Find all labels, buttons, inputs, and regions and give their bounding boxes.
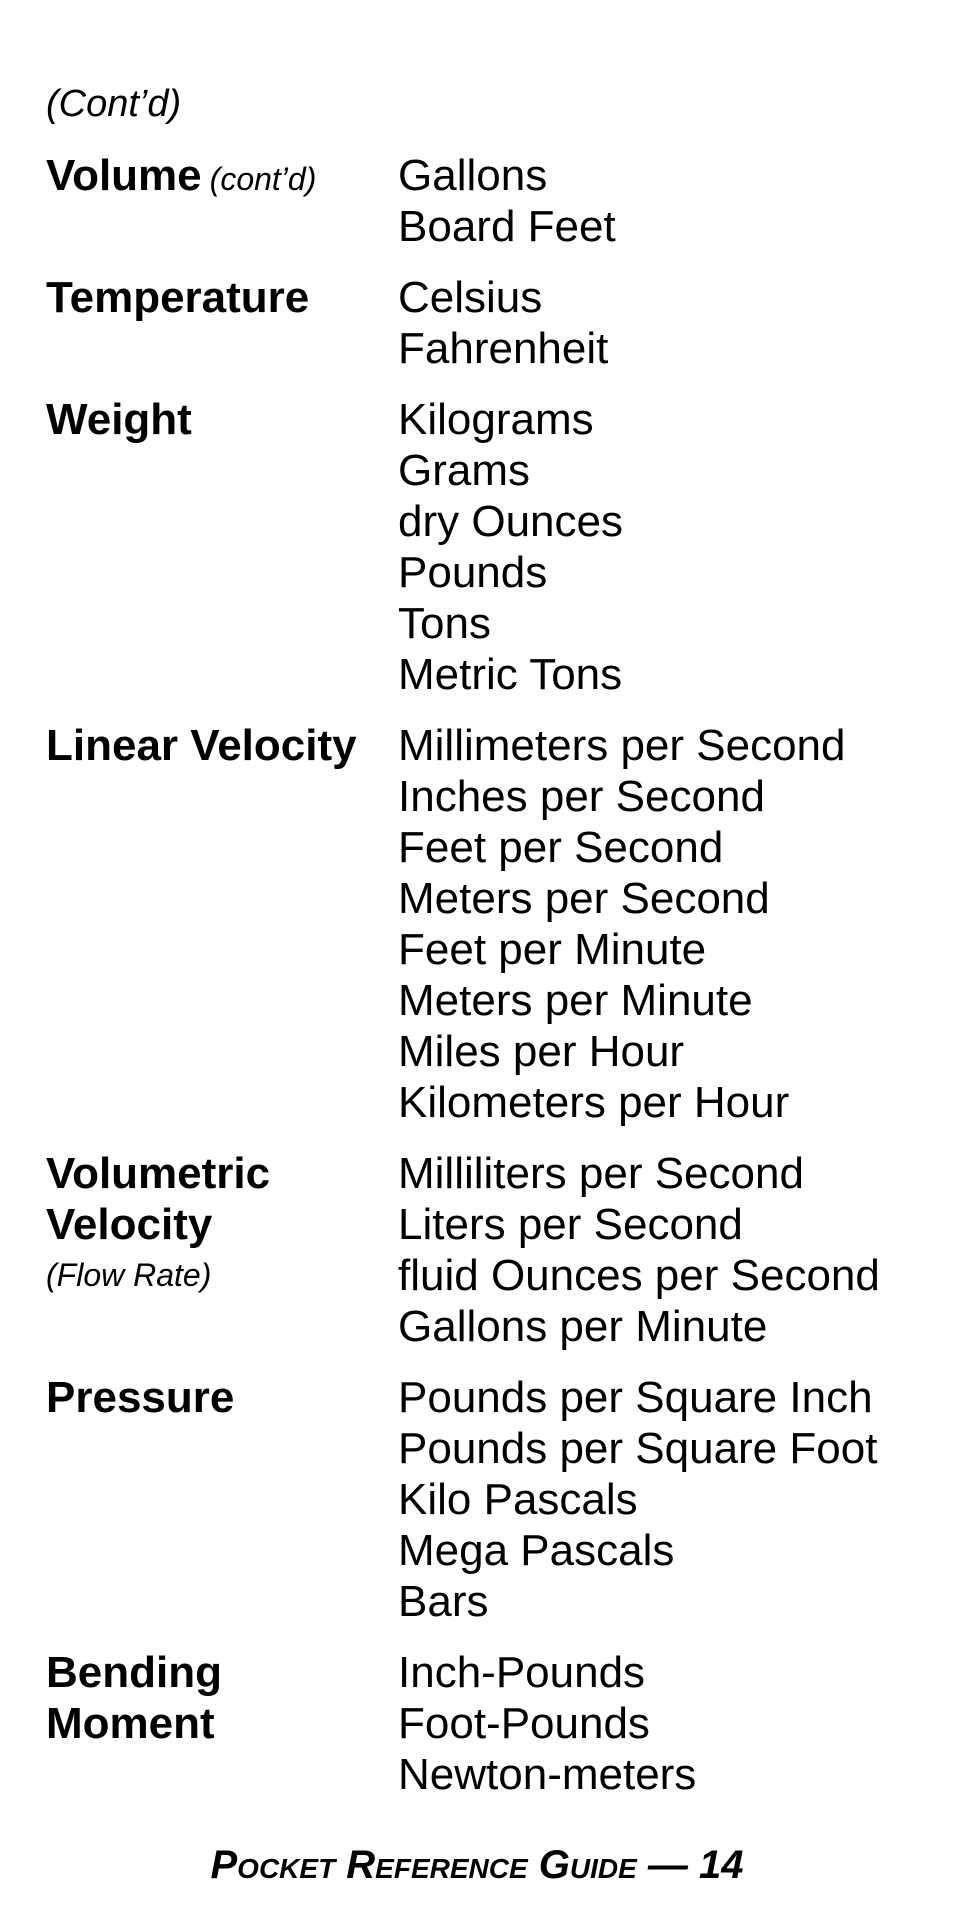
section-label-line xyxy=(46,1148,398,1199)
unit-item: Board Feet xyxy=(398,202,616,251)
unit-section xyxy=(46,720,926,1128)
section-label-line xyxy=(46,1372,398,1423)
unit-item: Feet per Second xyxy=(398,823,724,872)
unit-item: Kilograms xyxy=(398,395,594,444)
section-label xyxy=(46,1372,398,1627)
unit-item: Pounds per Square Foot xyxy=(398,1424,878,1473)
section-label xyxy=(46,1148,398,1352)
section-label-text: Weight xyxy=(46,395,192,444)
unit-section xyxy=(46,1372,926,1627)
unit-item: Metric Tons xyxy=(398,650,623,699)
unit-item: Mega Pascals xyxy=(398,1526,675,1575)
unit-section xyxy=(46,1148,926,1352)
section-label xyxy=(46,720,398,1128)
unit-list xyxy=(398,150,926,252)
unit-section xyxy=(46,1647,926,1800)
unit-list xyxy=(398,1372,926,1627)
unit-item: fluid Ounces per Second xyxy=(398,1251,880,1300)
section-label-text: Velocity xyxy=(46,1200,213,1249)
section-label-text: Temperature xyxy=(46,273,310,322)
unit-list xyxy=(398,394,926,700)
unit-item: Grams xyxy=(398,446,530,495)
unit-item: Newton-meters xyxy=(398,1750,697,1799)
unit-item: Bars xyxy=(398,1577,489,1626)
section-label-line xyxy=(46,272,398,323)
unit-item: Tons xyxy=(398,599,491,648)
section-label xyxy=(46,272,398,374)
unit-item: Gallons xyxy=(398,151,548,200)
section-note: (Flow Rate) xyxy=(46,1257,212,1293)
unit-item: Liters per Second xyxy=(398,1200,743,1249)
unit-section xyxy=(46,272,926,374)
unit-item: Inch-Pounds xyxy=(398,1648,646,1697)
section-label-line xyxy=(46,394,398,445)
section-label-text: Volumetric xyxy=(46,1149,271,1198)
unit-item: Foot-Pounds xyxy=(398,1699,650,1748)
unit-item: Kilometers per Hour xyxy=(398,1078,790,1127)
unit-list xyxy=(398,272,926,374)
unit-item: Kilo Pascals xyxy=(398,1475,638,1524)
unit-item: Fahrenheit xyxy=(398,324,609,373)
section-label xyxy=(46,150,398,252)
section-label-text: Volume xyxy=(46,151,202,200)
continued-label: (Cont’d) xyxy=(46,83,182,125)
section-label-line xyxy=(46,150,398,205)
unit-item: Gallons per Minute xyxy=(398,1302,768,1351)
section-label-line xyxy=(46,1199,398,1250)
section-label-text: Bending xyxy=(46,1648,222,1697)
unit-section xyxy=(46,150,926,252)
unit-section xyxy=(46,394,926,700)
section-label xyxy=(46,1647,398,1800)
unit-item: Meters per Minute xyxy=(398,976,753,1025)
unit-item: Celsius xyxy=(398,273,543,322)
unit-item: Milliliters per Second xyxy=(398,1149,804,1198)
unit-item: Inches per Second xyxy=(398,772,765,821)
section-label-text: Linear Velocity xyxy=(46,721,357,770)
page-footer: Pocket Reference Guide — 14 xyxy=(210,1843,744,1887)
unit-sections xyxy=(46,150,926,1820)
unit-list xyxy=(398,720,926,1128)
section-label-text: Moment xyxy=(46,1699,215,1748)
unit-list xyxy=(398,1647,926,1800)
section-label-text: Pressure xyxy=(46,1373,235,1422)
unit-item: Meters per Second xyxy=(398,874,770,923)
section-label-line xyxy=(46,1647,398,1698)
unit-item: Miles per Hour xyxy=(398,1027,685,1076)
unit-list xyxy=(398,1148,926,1352)
unit-item: Feet per Minute xyxy=(398,925,707,974)
unit-item: Pounds per Square Inch xyxy=(398,1373,873,1422)
unit-item: dry Ounces xyxy=(398,497,623,546)
unit-item: Millimeters per Second xyxy=(398,721,846,770)
section-label-line xyxy=(46,720,398,771)
unit-item: Pounds xyxy=(398,548,548,597)
section-label-suffix: (cont’d) xyxy=(209,161,317,197)
section-label-line xyxy=(46,1698,398,1749)
section-label xyxy=(46,394,398,700)
